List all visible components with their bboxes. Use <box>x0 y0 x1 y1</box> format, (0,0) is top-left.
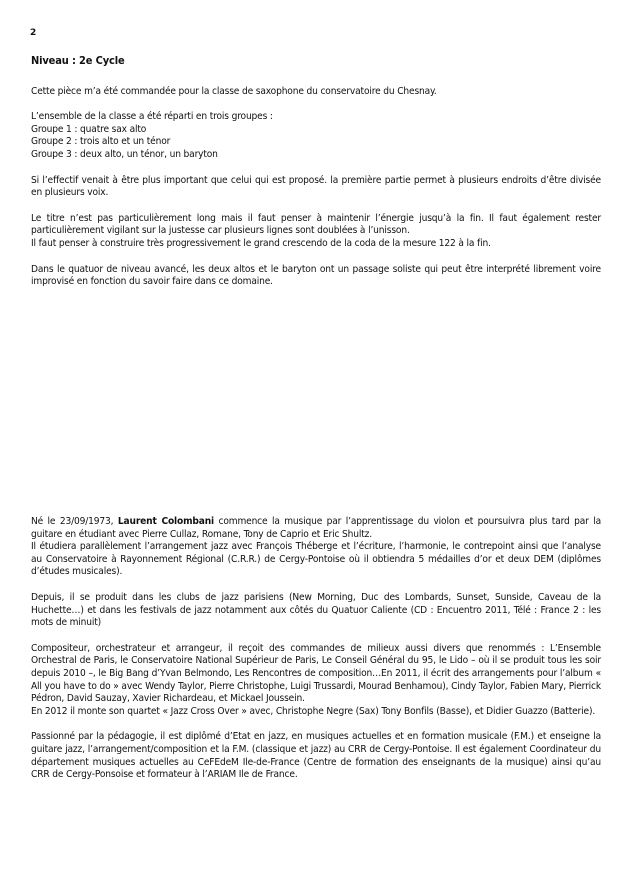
quatuor-paragraph: Dans le quatuor de niveau avancé, les deux altos et le baryton ont un passage soliste qui peut être interprété librement voire improvisé en fonction du savoir faire dans ce domaine. <box>31 263 601 288</box>
level-heading: Niveau : 2e Cycle <box>31 54 125 67</box>
titre-text-2: Il faut penser à construire très progressivement le grand crescendo de la coda de la mesure 122 à la fin. <box>31 237 491 249</box>
group-line: Groupe 1 : quatre sax alto <box>31 123 147 135</box>
groups-paragraph <box>31 111 601 161</box>
groups-intro: L’ensemble de la classe a été réparti en trois groupes : <box>31 111 273 123</box>
group-line: Groupe 2 : trois alto et un ténor <box>31 136 171 148</box>
bio-text: Il étudiera parallèlement l’arrangement jazz avec François Théberge et l’écriture, l’harmonie, le contrepoint ainsi que l’analyse au Conservatoire à Rayonnement Régional (C.R.R.) de Cergy-Pontoise où il obtiendra 5 médailles d’or et deux DEM (diplômes d’études musicales). <box>31 541 601 578</box>
page-number: 2 <box>30 28 37 38</box>
bio-birth-text: Né le 23/09/1973, <box>31 516 118 527</box>
bio-paragraph-2: Depuis, il se produit dans les clubs de jazz parisiens (New Morning, Duc des Lombards, Sunset, Sunside, Caveau de la Huchette…) et dans les festivals de jazz notamment aux côtés du Quatuor Caliente (CD : Encuentro 2011, Télé : France 2 : les mots de minuit) <box>31 591 601 629</box>
composer-biography <box>31 516 601 795</box>
performance-notes <box>31 55 601 302</box>
bio-text: En 2012 il monte son quartet « Jazz Cross Over » avec, Christophe Negre (Sax) Tony Bonfils (Basse), et Didier Guazzo (Batterie). <box>31 705 596 717</box>
intro-paragraph: Cette pièce m’a été commandée pour la classe de saxophone du conservatoire du Chesnay. <box>31 85 437 97</box>
bio-text: commence la musique par l’apprentissage du violon et poursuivra plus tard par la guitare en étudiant avec Pierre Cullaz, Romane, Tony de Caprio et Eric Shultz. <box>31 516 601 540</box>
titre-paragraph <box>31 213 601 251</box>
titre-text-1: Le titre n’est pas particulièrement long mais il faut penser à maintenir l’énergie jusqu’à la fin. Il faut également rester particulièrement vigilant sur la justesse car plusieurs lignes sont doublées à l’unisson. <box>31 212 601 237</box>
composer-name: Laurent Colombani <box>117 516 215 527</box>
bio-paragraph-1 <box>31 516 601 579</box>
group-line: Groupe 3 : deux alto, un ténor, un baryton <box>31 148 218 160</box>
bio-paragraph-4: Passionné par la pédagogie, il est diplômé d’Etat en jazz, en musiques actuelles et en formation musicale (F.M.) et enseigne la guitare jazz, l’arrangement/composition et la F.M. (classique et jazz) au CRR de Cergy-Pontoise. Il est également Coordinateur du département musiques actuelles au CeFEdeM Ile-de-France (Centre de formation des enseignants de la musique) ainsi qu’au CRR de Cergy-Ponsoise et formateur à l’ARIAM Ile de France. <box>31 731 601 781</box>
effectif-paragraph: Si l’effectif venait à être plus important que celui qui est proposé. la première partie permet à plusieurs endroits d’être divisée en plusieurs voix. <box>31 174 601 199</box>
bio-text: Compositeur, orchestrateur et arrangeur, il reçoit des commandes de milieux aussi divers que renommés : L’Ensemble Orchestral de Paris, le Conservatoire National Supérieur de Paris, Le Conseil Général du 95, le Lido – où il se produit tous les soir depuis 2010 –, le Big Bang d’Yvan Belmondo, Les Rencontres de composition…En 2011, il écrit des arrangements pour l’album « All you have to do » avec Wendy Taylor, Pierre Christophe, Luigi Trussardi, Mourad Benhamou), Cindy Taylor, Fabien Mary, Pierrick Pédron, David Sauzay, Xavier Richardeau, et Mickael Joussein. <box>31 642 601 705</box>
bio-paragraph-3 <box>31 643 601 719</box>
